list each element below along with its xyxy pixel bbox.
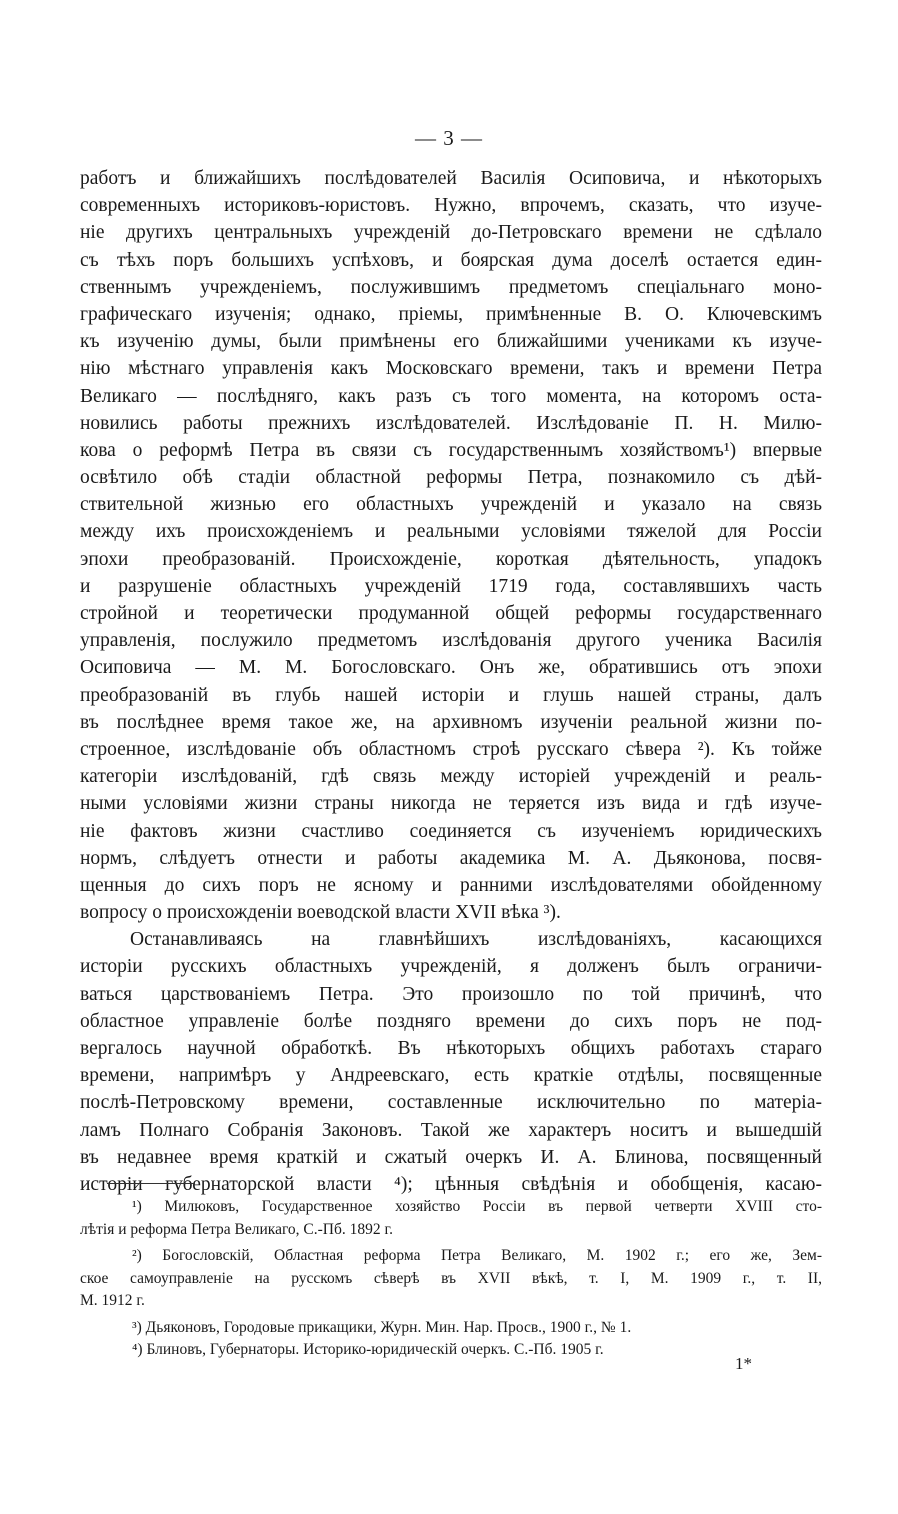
text-line: Останавливаясь на главнѣйшихъ изслѣдованіяхъ, касающихся [130, 929, 822, 951]
text-line: щенныя до сихъ поръ не ясному и ранними изслѣдователями обойденному [80, 874, 822, 896]
text-line: новились работы прежнихъ изслѣдователей. Изслѣдованіе П. Н. Милю- [80, 412, 822, 434]
text-line: нормъ, слѣдуетъ отнести и работы академика М. А. Дьяконова, посвя- [80, 847, 822, 869]
text-line: ствительной жизнью его областныхъ учрежденій и указало на связь [80, 494, 822, 516]
text-line: ваться царствованіемъ Петра. Это произошло по той причинѣ, что [80, 983, 822, 1005]
text-line: управленія, послужило предметомъ изслѣдованія другого ученика Василія [80, 630, 822, 652]
text-line: ными условіями жизни страны никогда не теряется изъ вида и гдѣ изуче- [80, 793, 822, 815]
text-line: ственнымъ учрежденіемъ, послужившимъ предметомъ спеціальнаго моно- [80, 276, 822, 298]
text-line: категоріи изслѣдованій, гдѣ связь между исторіей учрежденій и реаль- [80, 766, 822, 788]
text-line: нію мѣстнаго управленія какъ Московскаго времени, такъ и времени Петра [80, 358, 822, 380]
footnote-line: ское самоуправленіе на русскомъ сѣверѣ въ XVII вѣкѣ, т. I, М. 1909 г., т. II, [80, 1269, 822, 1287]
footnote-line: ¹) Милюковъ, Государственное хозяйство Россіи въ первой четверти XVIII сто- [132, 1198, 822, 1215]
text-line: стройной и теоретически продуманной общей реформы государственнаго [80, 603, 822, 624]
text-line: ламъ Полнаго Собранія Законовъ. Такой же характеръ носитъ и вышедшій [80, 1119, 822, 1141]
text-line: съ тѣхъ поръ большихъ успѣховъ, и боярская дума доселѣ остается един- [80, 249, 822, 271]
page-number: — 3 — [415, 126, 483, 150]
footnote-divider [107, 1183, 195, 1184]
text-line: исторіи русскихъ областныхъ учрежденій, я долженъ былъ ограничи- [80, 956, 822, 978]
footnote-line: ²) Богословскій, Областная реформа Петра Великаго, М. 1902 г.; его же, Зем- [132, 1247, 822, 1264]
text-line: въ послѣднее время такое же, на архивномъ изученіи реальной жизни по- [80, 711, 822, 733]
text-line: и разрушеніе областныхъ учрежденій 1719 года, составлявшихъ часть [80, 575, 822, 597]
text-line: освѣтило обѣ стадіи областной реформы Петра, познакомило съ дѣй- [80, 467, 822, 489]
footnote-line: ³) Дьяконовъ, Городовые прикащики, Журн. Мин. Нар. Просв., 1900 г., № 1. [132, 1318, 632, 1336]
text-line: эпохи преобразованій. Происхожденіе, короткая дѣятельность, упадокъ [80, 548, 822, 570]
text-line: Осиповича — М. М. Богословскаго. Онъ же, обратившись отъ эпохи [80, 657, 822, 679]
text-line: областное управленіе болѣе поздняго времени до сихъ поръ не под- [80, 1010, 822, 1032]
text-line: ніе фактовъ жизни счастливо соединяется съ изученіемъ юридическихъ [80, 820, 822, 842]
printers-signature-mark: 1* [735, 1354, 752, 1373]
text-line: вергалось научной обработкѣ. Въ нѣкоторыхъ общихъ работахъ стараго [80, 1038, 822, 1059]
footnotes [80, 1196, 822, 1362]
text-line: строенное, изслѣдованіе объ областномъ строѣ русскаго сѣвера ²). Къ тойже [80, 738, 822, 760]
text-line: вопросу о происхожденіи воеводской власти XVII вѣка ³). [80, 902, 561, 924]
text-line: Великаго — послѣдняго, какъ разъ съ того момента, на которомъ оста- [80, 385, 822, 407]
footnote-line: М. 1912 г. [80, 1292, 145, 1309]
body-text [80, 165, 822, 1198]
footnote-line: ⁴) Блиновъ, Губернаторы. Историко-юридическій очеркъ. С.-Пб. 1905 г. [132, 1341, 604, 1358]
text-line: современныхъ историковъ-юристовъ. Нужно, впрочемъ, сказать, что изуче- [80, 195, 822, 217]
text-line: въ недавнее время краткій и сжатый очеркъ И. А. Блинова, посвященный [80, 1146, 822, 1168]
text-line: графическаго изученія; однако, пріемы, примѣненные В. О. Ключевскимъ [80, 303, 822, 325]
footnote-line: лѣтія и реформа Петра Великаго, С.-Пб. 1892 г. [80, 1220, 393, 1238]
text-line: между ихъ происхожденіемъ и реальными условіями тяжелой для Россіи [80, 521, 822, 543]
text-line: работъ и ближайшихъ послѣдователей Василія Осиповича, и нѣкоторыхъ [80, 168, 822, 189]
text-line: кова о реформѣ Петра въ связи съ государственнымъ хозяйствомъ¹) впервые [80, 439, 822, 461]
text-line: преобразованій въ глубь нашей исторіи и глушь нашей страны, далъ [80, 684, 822, 706]
text-line: послѣ-Петровскому времени, составленные исключительно по матеріа- [80, 1092, 822, 1114]
text-line: исторіи губернаторской власти ⁴); цѣнныя свѣдѣнія и обобщенія, касаю- [80, 1173, 822, 1195]
text-line: времени, напримѣръ у Андреевскаго, есть краткіе отдѣлы, посвященные [80, 1065, 822, 1087]
text-line: ніе другихъ центральныхъ учрежденій до-Петровскаго времени не сдѣлало [80, 222, 822, 244]
text-line: къ изученію думы, были примѣнены его ближайшими учениками къ изуче- [80, 331, 822, 353]
